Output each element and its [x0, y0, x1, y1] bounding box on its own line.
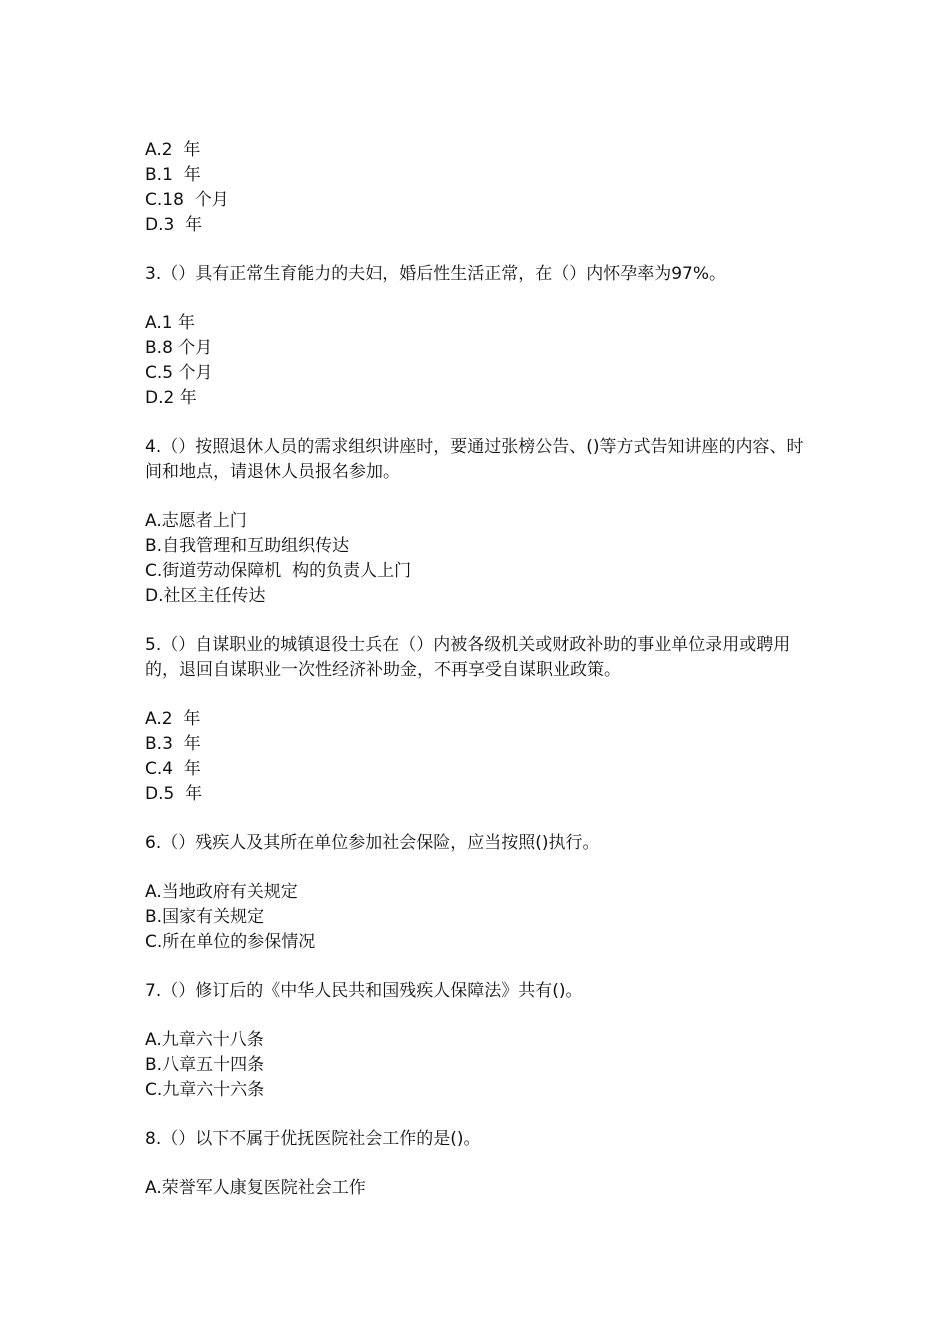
option-a: A.2 年	[145, 140, 201, 160]
option-d: D.社区主任传达	[145, 586, 266, 606]
option-a: A.荣誉军人康复医院社会工作	[145, 1178, 366, 1198]
option-a: A.九章六十八条	[145, 1030, 264, 1050]
question-6	[145, 831, 810, 955]
question-text: 6.（）残疾人及其所在单位参加社会保险，应当按照()执行。	[145, 833, 600, 853]
question-4	[145, 435, 810, 609]
option-c: C.4 年	[145, 759, 201, 779]
option-c: C.18 个月	[145, 190, 229, 210]
question-text: 5.（）自谋职业的城镇退役士兵在（）内被各级机关或财政补助的事业单位录用或聘用的，退回自谋职业一次性经济补助金，不再享受自谋职业政策。	[145, 635, 791, 680]
option-b: B.国家有关规定	[145, 907, 265, 927]
question-5	[145, 633, 810, 807]
question-7	[145, 979, 810, 1103]
option-c: C.九章六十六条	[145, 1080, 265, 1100]
question-text: 4.（）按照退休人员的需求组织讲座时，要通过张榜公告、()等方式告知讲座的内容、时间和地点，请退休人员报名参加。	[145, 437, 804, 482]
question-8	[145, 1127, 810, 1201]
document-page	[145, 138, 810, 1201]
option-b: B.3 年	[145, 734, 201, 754]
question-2-options	[145, 138, 810, 238]
question-text: 8.（）以下不属于优抚医院社会工作的是()。	[145, 1129, 481, 1149]
option-d: D.3 年	[145, 215, 203, 235]
option-b: B.八章五十四条	[145, 1055, 265, 1075]
option-a: A.2 年	[145, 709, 201, 729]
option-d: D.2 年	[145, 388, 197, 408]
option-b: B.自我管理和互助组织传达	[145, 536, 350, 556]
option-c: C.街道劳动保障机 构的负责人上门	[145, 561, 412, 581]
option-b: B.1 年	[145, 165, 201, 185]
option-b: B.8 个月	[145, 338, 213, 358]
question-text: 7.（）修订后的《中华人民共和国残疾人保障法》共有()。	[145, 981, 583, 1001]
question-text: 3.（）具有正常生育能力的夫妇，婚后性生活正常，在（）内怀孕率为97%。	[145, 264, 727, 284]
option-a: A.志愿者上门	[145, 511, 247, 531]
option-d: D.5 年	[145, 784, 203, 804]
option-a: A.1 年	[145, 313, 195, 333]
option-c: C.5 个月	[145, 363, 213, 383]
option-c: C.所在单位的参保情况	[145, 932, 316, 952]
option-a: A.当地政府有关规定	[145, 882, 298, 902]
question-3	[145, 262, 810, 411]
